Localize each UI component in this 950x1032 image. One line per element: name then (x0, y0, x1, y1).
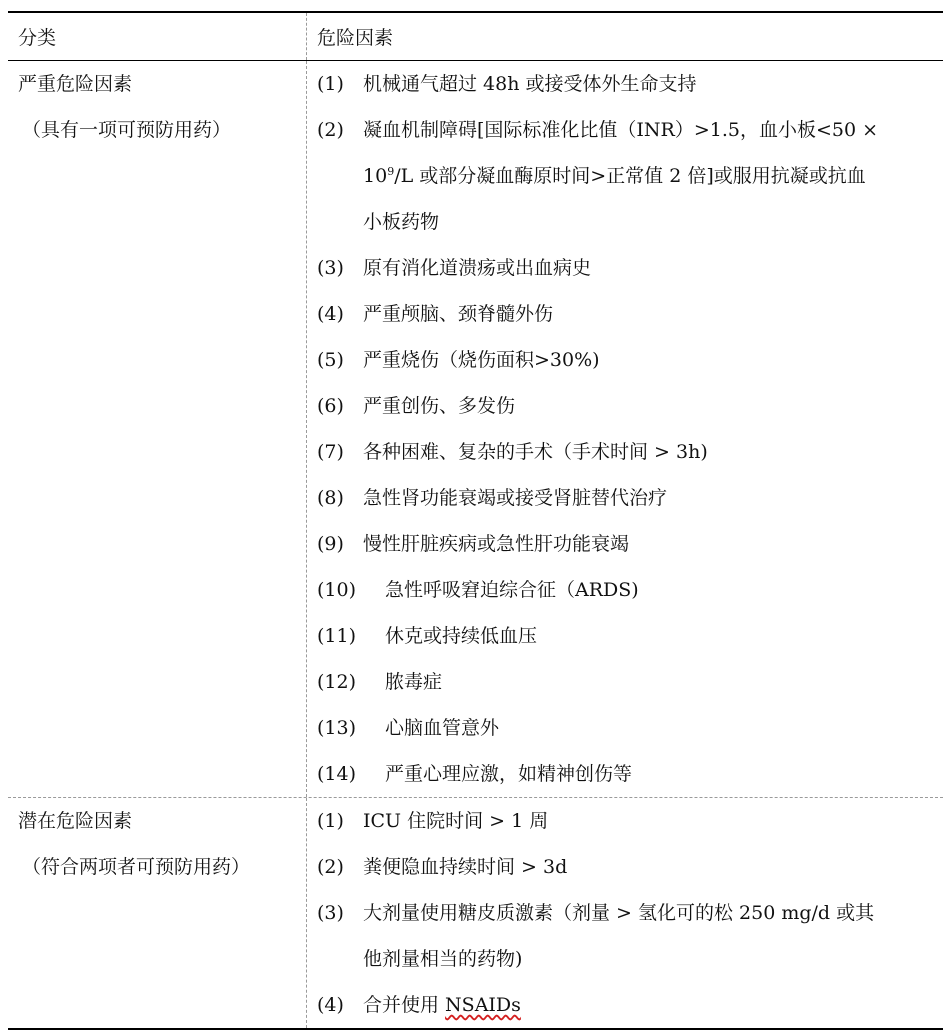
severe-category-subtitle: （具有一项可预防用药） (22, 119, 232, 141)
item-number: (6) (317, 395, 344, 417)
item-text: 急性呼吸窘迫综合征（ARDS) (385, 579, 639, 601)
item-text: 严重心理应激，如精神创伤等 (385, 763, 633, 785)
item-number: (5) (317, 349, 344, 371)
item-number: (10) (317, 579, 357, 601)
item-number: (2) (317, 119, 344, 141)
list-item (317, 521, 937, 567)
list-item (317, 291, 937, 337)
item-text: 严重颅脑、颈脊髓外伤 (363, 303, 554, 325)
item-text-line2: 他剂量相当的药物) (363, 948, 523, 970)
list-item (317, 383, 937, 429)
item-number: (3) (317, 257, 344, 279)
table-header-row (8, 13, 943, 61)
list-item (317, 107, 937, 245)
potential-category-cell (8, 798, 307, 1028)
potential-category-subtitle: （符合两项者可预防用药） (22, 856, 251, 878)
list-item (317, 337, 937, 383)
item-text: 慢性肝脏疾病或急性肝功能衰竭 (363, 533, 630, 555)
potential-items-cell (307, 798, 943, 1028)
severe-category-cell (8, 61, 307, 797)
severe-risk-row (8, 61, 943, 798)
potential-risk-row (8, 798, 943, 1028)
item-number: (3) (317, 902, 344, 924)
item-text: 合并使用 NSAIDs (363, 994, 521, 1016)
item-number: (14) (317, 763, 357, 785)
item-text: 心脑血管意外 (385, 717, 500, 739)
item-text: 各种困难、复杂的手术（手术时间 > 3h) (363, 441, 708, 463)
list-item (317, 751, 937, 797)
item-number: (4) (317, 303, 344, 325)
severe-items-cell (307, 61, 943, 797)
item-number: (12) (317, 671, 357, 693)
item-text: 大剂量使用糖皮质激素（剂量 > 氢化可的松 250 mg/d 或其 (363, 902, 875, 924)
list-item (317, 844, 937, 890)
item-number: (11) (317, 625, 357, 647)
item-text-line2: $10^9/L$ 或部分凝血酶原时间>正常值 2 倍]或服用抗凝或抗血 (363, 165, 866, 187)
item-text: 急性肾功能衰竭或接受肾脏替代治疗 (363, 487, 668, 509)
item-text: 脓毒症 (385, 671, 443, 693)
item-number: (8) (317, 487, 344, 509)
item-text: 原有消化道溃疡或出血病史 (363, 257, 592, 279)
item-text: 凝血机制障碍[国际标准化比值（INR）>1.5，血小板<50 × (363, 119, 879, 141)
header-risk-factors: 危险因素 (317, 27, 394, 49)
item-number: (2) (317, 856, 344, 878)
item-text-line3: 小板药物 (363, 211, 440, 233)
item-number: (4) (317, 994, 344, 1016)
item-text: 休克或持续低血压 (385, 625, 538, 647)
list-item (317, 61, 937, 107)
spellcheck-underlined-word: NSAIDs (445, 994, 521, 1016)
item-text: 机械通气超过 48h 或接受体外生命支持 (363, 73, 697, 95)
item-text: 严重创伤、多发伤 (363, 395, 516, 417)
list-item (317, 613, 937, 659)
list-item (317, 705, 937, 751)
severe-category-title: 严重危险因素 (18, 73, 133, 95)
risk-factor-table (8, 11, 943, 1030)
list-item (317, 798, 937, 844)
item-number: (1) (317, 73, 344, 95)
list-item (317, 245, 937, 291)
list-item (317, 429, 937, 475)
item-number: (9) (317, 533, 344, 555)
potential-category-title: 潜在危险因素 (18, 810, 133, 832)
item-number: (1) (317, 810, 344, 832)
item-text: ICU 住院时间 > 1 周 (363, 810, 549, 832)
list-item (317, 659, 937, 705)
item-number: (13) (317, 717, 357, 739)
list-item (317, 982, 937, 1028)
header-category: 分类 (8, 13, 307, 60)
list-item (317, 890, 937, 982)
list-item (317, 567, 937, 613)
item-text: 粪便隐血持续时间 > 3d (363, 856, 568, 878)
list-item (317, 475, 937, 521)
item-number: (7) (317, 441, 344, 463)
item-text: 严重烧伤（烧伤面积>30%) (363, 349, 600, 371)
